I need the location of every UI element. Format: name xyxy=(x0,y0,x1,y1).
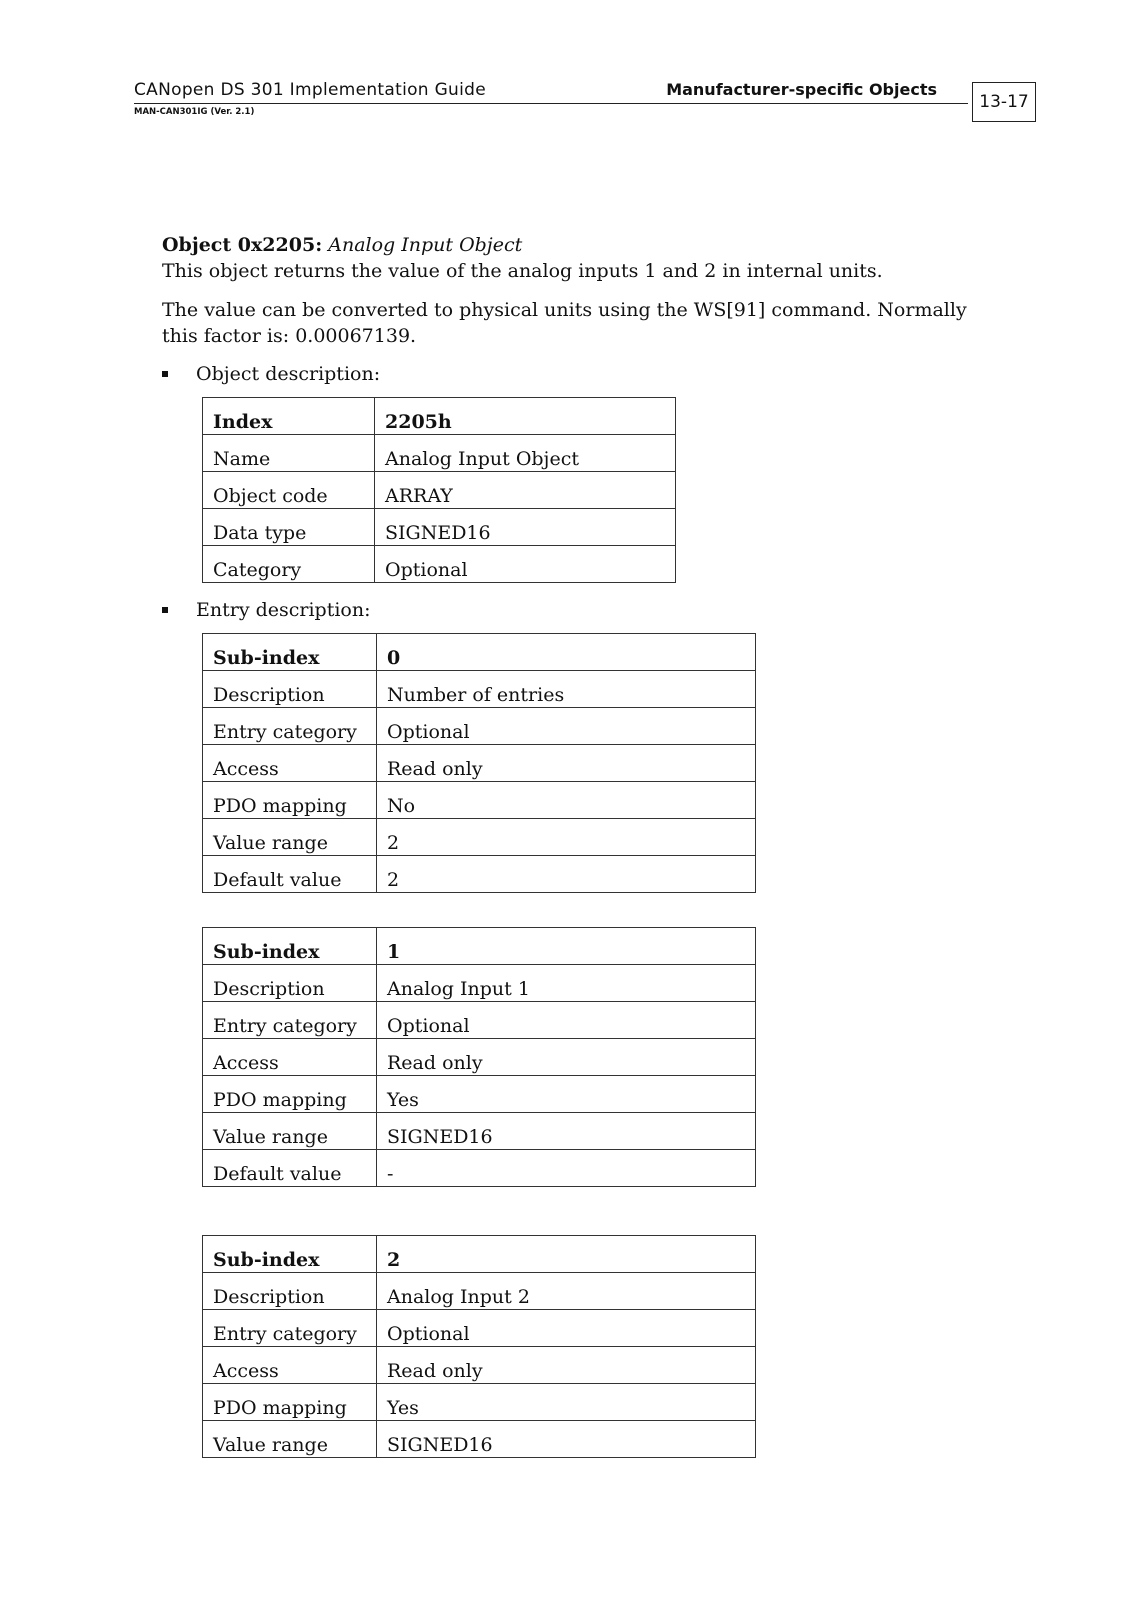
table-row xyxy=(203,1002,756,1039)
table-cell-key: Default value xyxy=(203,856,377,893)
table-cell-value: 0 xyxy=(377,634,756,671)
table-cell-key: Value range xyxy=(203,1421,377,1458)
bullet-entry-description xyxy=(162,597,982,623)
table-cell-key: Access xyxy=(203,1039,377,1076)
table-cell-key: Entry category xyxy=(203,1002,377,1039)
table-row xyxy=(203,1384,756,1421)
table-row xyxy=(203,1113,756,1150)
table-cell-value: Analog Input 1 xyxy=(377,965,756,1002)
table-cell-value: Read only xyxy=(377,745,756,782)
table-cell-value: Read only xyxy=(377,1039,756,1076)
page-number: 13-17 xyxy=(972,82,1036,122)
document-code: MAN-CAN301IG (Ver. 2.1) xyxy=(134,107,255,117)
table-cell-value: Optional xyxy=(377,708,756,745)
page-content xyxy=(162,232,982,1458)
table-cell-value: 2205h xyxy=(375,398,676,435)
table-cell-key: Object code xyxy=(203,472,375,509)
table-cell-key: Access xyxy=(203,745,377,782)
table-row xyxy=(203,435,676,472)
table-cell-key: Access xyxy=(203,1347,377,1384)
table-cell-key: Default value xyxy=(203,1150,377,1187)
table-cell-value: No xyxy=(377,782,756,819)
table-row xyxy=(203,819,756,856)
bullet-square-icon xyxy=(162,607,168,613)
document-title: CANopen DS 301 Implementation Guide xyxy=(134,80,486,100)
table-cell-value: Analog Input 2 xyxy=(377,1273,756,1310)
table-row xyxy=(203,1150,756,1187)
table-cell-value: SIGNED16 xyxy=(377,1113,756,1150)
table-cell-value: Optional xyxy=(375,546,676,583)
table-cell-key: Value range xyxy=(203,1113,377,1150)
table-row xyxy=(203,1039,756,1076)
table-row xyxy=(203,671,756,708)
table-cell-value: SIGNED16 xyxy=(377,1421,756,1458)
table-row xyxy=(203,965,756,1002)
table-cell-key: PDO mapping xyxy=(203,1384,377,1421)
table-row xyxy=(203,1273,756,1310)
bullet-object-description xyxy=(162,361,982,387)
bullet-label: Object description: xyxy=(196,363,381,385)
table-cell-key: Description xyxy=(203,1273,377,1310)
table-cell-key: Sub-index xyxy=(203,928,377,965)
table-cell-value: Optional xyxy=(377,1310,756,1347)
table-cell-value: Optional xyxy=(377,1002,756,1039)
table-row xyxy=(203,546,676,583)
entry-table-subindex-0 xyxy=(202,633,756,893)
table-row xyxy=(203,782,756,819)
entry-table-subindex-1 xyxy=(202,927,756,1187)
section-title: Manufacturer-specific Objects xyxy=(666,80,937,99)
table-cell-value: 2 xyxy=(377,856,756,893)
object-description-table xyxy=(202,397,676,583)
table-cell-key: Value range xyxy=(203,819,377,856)
object-heading xyxy=(162,232,982,258)
table-cell-key: PDO mapping xyxy=(203,1076,377,1113)
table-row xyxy=(203,745,756,782)
table-cell-key: Description xyxy=(203,671,377,708)
table-cell-key: PDO mapping xyxy=(203,782,377,819)
table-cell-key: Name xyxy=(203,435,375,472)
table-cell-key: Description xyxy=(203,965,377,1002)
table-cell-value: 2 xyxy=(377,819,756,856)
table-row xyxy=(203,708,756,745)
table-row xyxy=(203,1347,756,1384)
table-cell-key: Sub-index xyxy=(203,634,377,671)
table-cell-key: Entry category xyxy=(203,708,377,745)
table-cell-value: SIGNED16 xyxy=(375,509,676,546)
object-paragraph-2: The value can be converted to physical units using the WS[91] command. Normally this factor is: 0.00067139. xyxy=(162,299,967,347)
table-cell-value: 2 xyxy=(377,1236,756,1273)
object-paragraph-1: This object returns the value of the analog inputs 1 and 2 in internal units. xyxy=(162,260,883,282)
table-cell-value: Yes xyxy=(377,1384,756,1421)
bullet-label: Entry description: xyxy=(196,599,371,621)
table-cell-value: Number of entries xyxy=(377,671,756,708)
table-cell-value: - xyxy=(377,1150,756,1187)
table-cell-value: Yes xyxy=(377,1076,756,1113)
table-cell-key: Category xyxy=(203,546,375,583)
object-heading-prefix: Object 0x2205: xyxy=(162,234,323,256)
table-row xyxy=(203,472,676,509)
table-cell-key: Sub-index xyxy=(203,1236,377,1273)
table-row xyxy=(203,1076,756,1113)
table-row xyxy=(203,1310,756,1347)
table-cell-value: Analog Input Object xyxy=(375,435,676,472)
table-row xyxy=(203,509,676,546)
table-cell-value: ARRAY xyxy=(375,472,676,509)
entry-table-subindex-2 xyxy=(202,1235,756,1458)
table-row xyxy=(203,398,676,435)
table-cell-value: 1 xyxy=(377,928,756,965)
table-row xyxy=(203,1421,756,1458)
table-cell-key: Entry category xyxy=(203,1310,377,1347)
table-cell-key: Index xyxy=(203,398,375,435)
table-row xyxy=(203,856,756,893)
table-row xyxy=(203,1236,756,1273)
table-cell-value: Read only xyxy=(377,1347,756,1384)
table-row xyxy=(203,928,756,965)
header-rule xyxy=(134,103,968,104)
table-cell-key: Data type xyxy=(203,509,375,546)
object-heading-name: Analog Input Object xyxy=(328,234,523,256)
table-row xyxy=(203,634,756,671)
bullet-square-icon xyxy=(162,371,168,377)
